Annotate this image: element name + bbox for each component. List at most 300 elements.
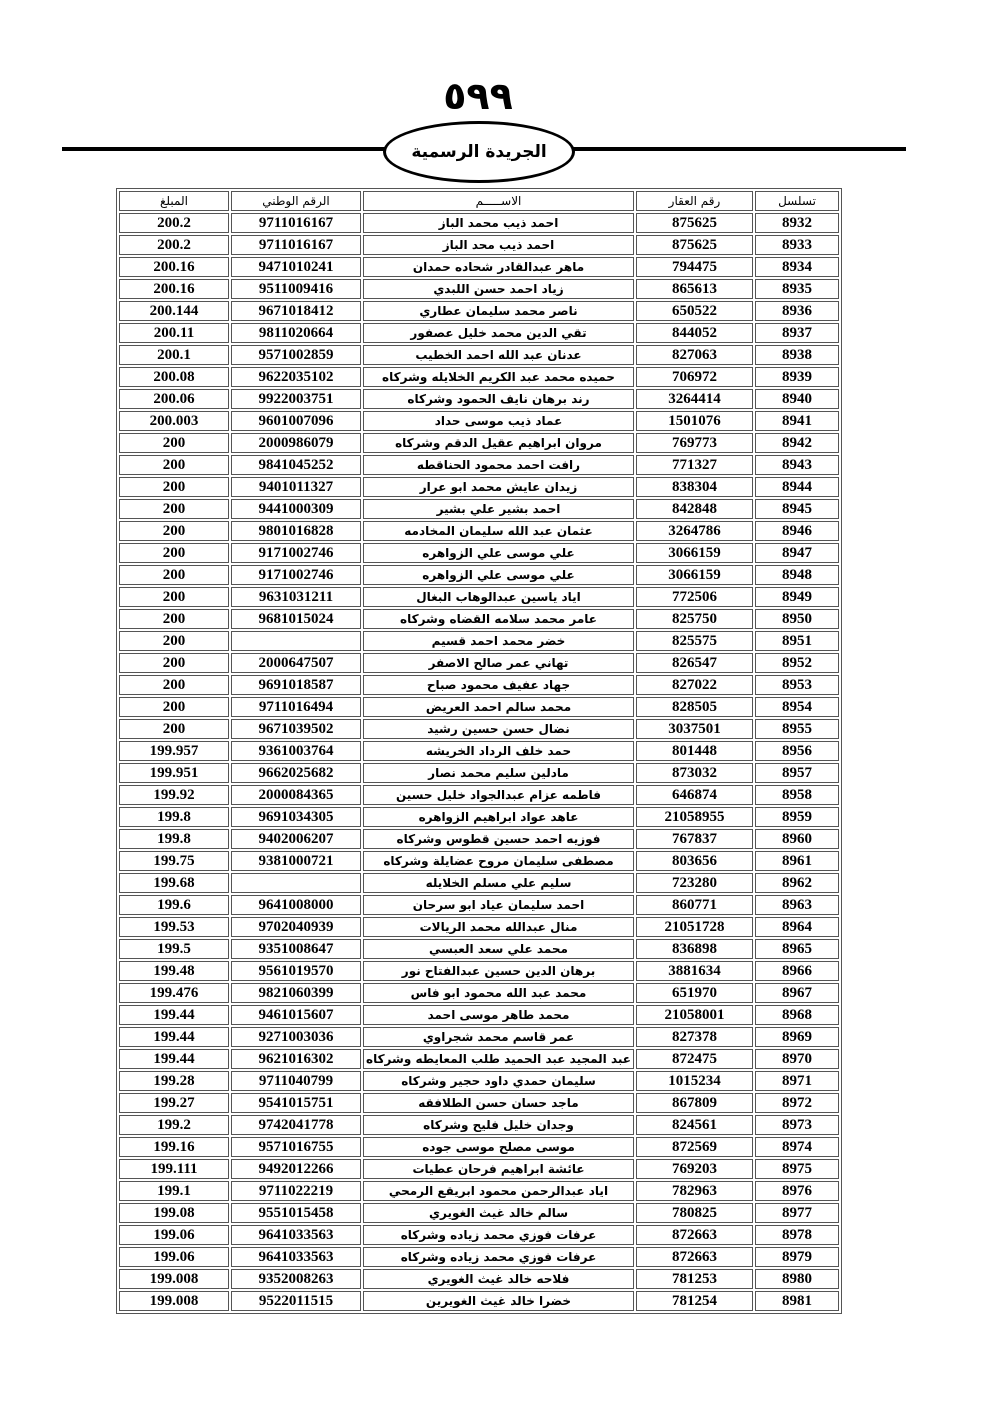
national-id-cell: 9381000721: [231, 851, 361, 871]
property-number-cell: 875625: [636, 235, 753, 255]
property-number-cell: 769773: [636, 433, 753, 453]
table-row: [119, 543, 839, 563]
property-number-cell: 3264786: [636, 521, 753, 541]
property-number-cell: 3264414: [636, 389, 753, 409]
amount-cell: 199.06: [119, 1225, 229, 1245]
name-cell: مصطفى سليمان مروح عضايلة وشركاه: [363, 851, 634, 871]
amount-cell: 199.06: [119, 1247, 229, 1267]
table-row: [119, 895, 839, 915]
amount-cell: 199.44: [119, 1005, 229, 1025]
serial-cell: 8944: [755, 477, 839, 497]
table-row: [119, 213, 839, 233]
national-id-cell: 9522011515: [231, 1291, 361, 1311]
header-property-number: رقم العقار: [636, 191, 753, 211]
amount-cell: 200.08: [119, 367, 229, 387]
amount-cell: 199.476: [119, 983, 229, 1003]
amount-cell: 200.144: [119, 301, 229, 321]
name-cell: وجدان خليل فليح وشركاه: [363, 1115, 634, 1135]
property-number-cell: 872663: [636, 1247, 753, 1267]
table-row: [119, 1291, 839, 1311]
property-number-cell: 780825: [636, 1203, 753, 1223]
property-number-cell: 706972: [636, 367, 753, 387]
national-id-cell: 9711016167: [231, 213, 361, 233]
publication-title-badge: [383, 121, 575, 183]
property-number-cell: 723280: [636, 873, 753, 893]
serial-cell: 8937: [755, 323, 839, 343]
table-header-row: [119, 191, 839, 211]
header-amount: المبلغ: [119, 191, 229, 211]
property-number-cell: 651970: [636, 983, 753, 1003]
property-number-cell: 21058955: [636, 807, 753, 827]
amount-cell: 200: [119, 719, 229, 739]
serial-cell: 8948: [755, 565, 839, 585]
table-row: [119, 873, 839, 893]
name-cell: علي موسى علي الزواهره: [363, 565, 634, 585]
name-cell: فاطمه عزام عبدالجواد خليل حسين: [363, 785, 634, 805]
name-cell: فلاحه خالد غيث الغويري: [363, 1269, 634, 1289]
national-id-cell: 9441000309: [231, 499, 361, 519]
serial-cell: 8973: [755, 1115, 839, 1135]
serial-cell: 8964: [755, 917, 839, 937]
national-id-cell: 9691018587: [231, 675, 361, 695]
name-cell: محمد طاهر موسى احمد: [363, 1005, 634, 1025]
table-row: [119, 697, 839, 717]
amount-cell: 200: [119, 653, 229, 673]
name-cell: مادلين سليم محمد نصار: [363, 763, 634, 783]
property-number-cell: 825750: [636, 609, 753, 629]
name-cell: نضال حسن حسين رشيد: [363, 719, 634, 739]
property-number-cell: 873032: [636, 763, 753, 783]
table-body: [119, 213, 839, 1311]
name-cell: عامر محمد سلامه القضاه وشركاه: [363, 609, 634, 629]
amount-cell: 199.92: [119, 785, 229, 805]
amount-cell: 199.2: [119, 1115, 229, 1135]
national-id-cell: 9622035102: [231, 367, 361, 387]
table-row: [119, 587, 839, 607]
amount-cell: 199.27: [119, 1093, 229, 1113]
name-cell: مروان ابراهيم عقيل الدقم وشركاه: [363, 433, 634, 453]
serial-cell: 8934: [755, 257, 839, 277]
name-cell: عبد المجيد عبد الحميد طلب المعايطه وشركاه: [363, 1049, 634, 1069]
header-national-id: الرقم الوطني: [231, 191, 361, 211]
name-cell: ناصر محمد سليمان عطاري: [363, 301, 634, 321]
table-row: [119, 807, 839, 827]
table-row: [119, 301, 839, 321]
national-id-cell: 2000084365: [231, 785, 361, 805]
national-id-cell: 9742041778: [231, 1115, 361, 1135]
table-row: [119, 345, 839, 365]
national-id-cell: 9641008000: [231, 895, 361, 915]
serial-cell: 8961: [755, 851, 839, 871]
table-row: [119, 521, 839, 541]
serial-cell: 8978: [755, 1225, 839, 1245]
table-row: [119, 719, 839, 739]
serial-cell: 8968: [755, 1005, 839, 1025]
amount-cell: 200: [119, 477, 229, 497]
name-cell: احمد ذيب محمد الباز: [363, 213, 634, 233]
name-cell: حميده محمد عبد الكريم الخلايله وشركاه: [363, 367, 634, 387]
amount-cell: 200: [119, 609, 229, 629]
table-row: [119, 411, 839, 431]
amount-cell: 200: [119, 565, 229, 585]
serial-cell: 8953: [755, 675, 839, 695]
property-number-cell: 781254: [636, 1291, 753, 1311]
national-id-cell: 9691034305: [231, 807, 361, 827]
national-id-cell: [231, 873, 361, 893]
serial-cell: 8939: [755, 367, 839, 387]
name-cell: عرفات فوزي محمد زياده وشركاه: [363, 1247, 634, 1267]
table-row: [119, 389, 839, 409]
table-row: [119, 1159, 839, 1179]
serial-cell: 8935: [755, 279, 839, 299]
name-cell: تقي الدين محمد خليل عصفور: [363, 323, 634, 343]
property-number-cell: 21058001: [636, 1005, 753, 1025]
serial-cell: 8960: [755, 829, 839, 849]
amount-cell: 199.5: [119, 939, 229, 959]
property-number-cell: 3881634: [636, 961, 753, 981]
property-number-cell: 867809: [636, 1093, 753, 1113]
name-cell: عثمان عبد الله سليمان المخادمه: [363, 521, 634, 541]
national-id-cell: 9662025682: [231, 763, 361, 783]
national-id-cell: 9702040939: [231, 917, 361, 937]
national-id-cell: 9492012266: [231, 1159, 361, 1179]
name-cell: زيدان عايش محمد ابو عرار: [363, 477, 634, 497]
national-id-cell: 9361003764: [231, 741, 361, 761]
property-number-cell: 827022: [636, 675, 753, 695]
name-cell: علي موسى علي الزواهره: [363, 543, 634, 563]
serial-cell: 8967: [755, 983, 839, 1003]
amount-cell: 200: [119, 521, 229, 541]
table-row: [119, 829, 839, 849]
property-number-cell: 794475: [636, 257, 753, 277]
table-row: [119, 1225, 839, 1245]
name-cell: تهاني عمر صالح الاصفر: [363, 653, 634, 673]
name-cell: ماجد حسان حسن الطلافقه: [363, 1093, 634, 1113]
serial-cell: 8966: [755, 961, 839, 981]
table-row: [119, 653, 839, 673]
table-row: [119, 609, 839, 629]
national-id-cell: 2000986079: [231, 433, 361, 453]
serial-cell: 8941: [755, 411, 839, 431]
serial-cell: 8969: [755, 1027, 839, 1047]
property-number-cell: 872475: [636, 1049, 753, 1069]
name-cell: عائشة ابراهيم فرحان عطيات: [363, 1159, 634, 1179]
table-row: [119, 257, 839, 277]
national-id-cell: 9571002859: [231, 345, 361, 365]
national-id-cell: 9571016755: [231, 1137, 361, 1157]
name-cell: فوزيه احمد حسين قطوس وشركاه: [363, 829, 634, 849]
table-row: [119, 499, 839, 519]
amount-cell: 200: [119, 587, 229, 607]
property-number-cell: 21051728: [636, 917, 753, 937]
name-cell: سالم خالد غيث الغويري: [363, 1203, 634, 1223]
amount-cell: 200.2: [119, 235, 229, 255]
table-row: [119, 1137, 839, 1157]
table-row: [119, 477, 839, 497]
table-row: [119, 675, 839, 695]
national-id-cell: 9711016167: [231, 235, 361, 255]
serial-cell: 8940: [755, 389, 839, 409]
table-row: [119, 741, 839, 761]
amount-cell: 199.44: [119, 1049, 229, 1069]
name-cell: عدنان عبد الله احمد الخطيب: [363, 345, 634, 365]
property-number-cell: 3066159: [636, 543, 753, 563]
national-id-cell: 9801016828: [231, 521, 361, 541]
property-number-cell: 3037501: [636, 719, 753, 739]
table-row: [119, 1115, 839, 1135]
name-cell: احمد بشير علي بشير: [363, 499, 634, 519]
table-row: [119, 1247, 839, 1267]
table-row: [119, 763, 839, 783]
name-cell: رند برهان نايف الحمود وشركاه: [363, 389, 634, 409]
serial-cell: 8963: [755, 895, 839, 915]
name-cell: برهان الدين حسين عبدالفتاح نور: [363, 961, 634, 981]
table-row: [119, 1181, 839, 1201]
property-number-cell: 803656: [636, 851, 753, 871]
table-row: [119, 1005, 839, 1025]
serial-cell: 8976: [755, 1181, 839, 1201]
table-row: [119, 1093, 839, 1113]
name-cell: عاهد عواد ابراهيم الزواهره: [363, 807, 634, 827]
table-row: [119, 1049, 839, 1069]
national-id-cell: 9171002746: [231, 543, 361, 563]
property-number-cell: 824561: [636, 1115, 753, 1135]
amount-cell: 199.16: [119, 1137, 229, 1157]
amount-cell: 200: [119, 631, 229, 651]
name-cell: احمد ذيب محد الباز: [363, 235, 634, 255]
name-cell: محمد عبد الله محمود ابو فاس: [363, 983, 634, 1003]
national-id-cell: 9671039502: [231, 719, 361, 739]
name-cell: ماهر عبدالقادر شحاده حمدان: [363, 257, 634, 277]
property-number-cell: 875625: [636, 213, 753, 233]
amount-cell: 200.1: [119, 345, 229, 365]
national-id-cell: 9681015024: [231, 609, 361, 629]
name-cell: عرفات فوزي محمد زياده وشركاه: [363, 1225, 634, 1245]
property-number-cell: 826547: [636, 653, 753, 673]
national-id-cell: 9511009416: [231, 279, 361, 299]
amount-cell: 200: [119, 543, 229, 563]
name-cell: محمد علي سعد العبسي: [363, 939, 634, 959]
serial-cell: 8936: [755, 301, 839, 321]
serial-cell: 8942: [755, 433, 839, 453]
property-number-cell: 836898: [636, 939, 753, 959]
table-row: [119, 1071, 839, 1091]
serial-cell: 8979: [755, 1247, 839, 1267]
national-id-cell: 9711016494: [231, 697, 361, 717]
amount-cell: 200: [119, 499, 229, 519]
property-number-cell: 828505: [636, 697, 753, 717]
national-id-cell: 9461015607: [231, 1005, 361, 1025]
name-cell: احمد سليمان عياد ابو سرحان: [363, 895, 634, 915]
serial-cell: 8950: [755, 609, 839, 629]
table-row: [119, 455, 839, 475]
name-cell: عماد ذيب موسى حداد: [363, 411, 634, 431]
table-row: [119, 323, 839, 343]
table-row: [119, 851, 839, 871]
national-id-cell: 9621016302: [231, 1049, 361, 1069]
publication-title: الجريدة الرسمية: [411, 142, 547, 162]
amount-cell: 199.28: [119, 1071, 229, 1091]
national-id-cell: 9171002746: [231, 565, 361, 585]
national-id-cell: 9711022219: [231, 1181, 361, 1201]
national-id-cell: 9352008263: [231, 1269, 361, 1289]
serial-cell: 8975: [755, 1159, 839, 1179]
name-cell: زياد احمد حسن اللبدي: [363, 279, 634, 299]
national-id-cell: 9601007096: [231, 411, 361, 431]
header-name: الاســـــم: [363, 191, 634, 211]
name-cell: حمد خلف الرداد الخريشه: [363, 741, 634, 761]
property-number-cell: 865613: [636, 279, 753, 299]
name-cell: خضرا خالد غيث الغويرين: [363, 1291, 634, 1311]
amount-cell: 200.11: [119, 323, 229, 343]
serial-cell: 8933: [755, 235, 839, 255]
serial-cell: 8954: [755, 697, 839, 717]
serial-cell: 8949: [755, 587, 839, 607]
national-id-cell: 9811020664: [231, 323, 361, 343]
table-row: [119, 785, 839, 805]
table-row: [119, 433, 839, 453]
property-number-cell: 646874: [636, 785, 753, 805]
property-number-cell: 838304: [636, 477, 753, 497]
serial-cell: 8945: [755, 499, 839, 519]
amount-cell: 199.6: [119, 895, 229, 915]
property-number-cell: 767837: [636, 829, 753, 849]
property-number-cell: 801448: [636, 741, 753, 761]
serial-cell: 8932: [755, 213, 839, 233]
property-number-cell: 844052: [636, 323, 753, 343]
name-cell: محمد سالم احمد العريض: [363, 697, 634, 717]
national-id-cell: 9821060399: [231, 983, 361, 1003]
property-number-cell: 827378: [636, 1027, 753, 1047]
name-cell: سليمان حمدي داود حجير وشركاه: [363, 1071, 634, 1091]
name-cell: موسى مصلح موسى جوده: [363, 1137, 634, 1157]
table-row: [119, 983, 839, 1003]
name-cell: منال عبدالله محمد الريالات: [363, 917, 634, 937]
serial-cell: 8946: [755, 521, 839, 541]
national-id-cell: 9541015751: [231, 1093, 361, 1113]
serial-cell: 8943: [755, 455, 839, 475]
amount-cell: 200.16: [119, 257, 229, 277]
national-id-cell: 9561019570: [231, 961, 361, 981]
serial-cell: 8947: [755, 543, 839, 563]
amount-cell: 200: [119, 455, 229, 475]
national-id-cell: 9471010241: [231, 257, 361, 277]
name-cell: عمر قاسم محمد شجراوي: [363, 1027, 634, 1047]
national-id-cell: 9641033563: [231, 1247, 361, 1267]
header-serial: تسلسل: [755, 191, 839, 211]
amount-cell: 199.008: [119, 1269, 229, 1289]
national-id-cell: 9711040799: [231, 1071, 361, 1091]
amount-cell: 199.111: [119, 1159, 229, 1179]
amount-cell: 200: [119, 433, 229, 453]
amount-cell: 199.48: [119, 961, 229, 981]
national-id-cell: 9401011327: [231, 477, 361, 497]
property-table: [116, 188, 842, 1314]
national-id-cell: 9402006207: [231, 829, 361, 849]
table-row: [119, 1269, 839, 1289]
name-cell: سليم علي مسلم الخلايله: [363, 873, 634, 893]
property-number-cell: 860771: [636, 895, 753, 915]
amount-cell: 200.2: [119, 213, 229, 233]
amount-cell: 199.8: [119, 829, 229, 849]
amount-cell: 200.003: [119, 411, 229, 431]
serial-cell: 8971: [755, 1071, 839, 1091]
table-row: [119, 939, 839, 959]
property-number-cell: 650522: [636, 301, 753, 321]
property-number-cell: 769203: [636, 1159, 753, 1179]
serial-cell: 8956: [755, 741, 839, 761]
amount-cell: 199.1: [119, 1181, 229, 1201]
serial-cell: 8959: [755, 807, 839, 827]
serial-cell: 8962: [755, 873, 839, 893]
property-number-cell: 872663: [636, 1225, 753, 1245]
property-number-cell: 825575: [636, 631, 753, 651]
serial-cell: 8957: [755, 763, 839, 783]
name-cell: اياد ياسين عبدالوهاب البغال: [363, 587, 634, 607]
amount-cell: 200.16: [119, 279, 229, 299]
serial-cell: 8965: [755, 939, 839, 959]
serial-cell: 8972: [755, 1093, 839, 1113]
amount-cell: 199.68: [119, 873, 229, 893]
amount-cell: 200: [119, 675, 229, 695]
name-cell: اياد عبدالرحمن محمود ابريقع الرمحي: [363, 1181, 634, 1201]
table-row: [119, 367, 839, 387]
table-row: [119, 917, 839, 937]
table-row: [119, 279, 839, 299]
amount-cell: 199.951: [119, 763, 229, 783]
property-number-cell: 772506: [636, 587, 753, 607]
serial-cell: 8974: [755, 1137, 839, 1157]
national-id-cell: 9671018412: [231, 301, 361, 321]
amount-cell: 200: [119, 697, 229, 717]
serial-cell: 8977: [755, 1203, 839, 1223]
national-id-cell: 9351008647: [231, 939, 361, 959]
serial-cell: 8952: [755, 653, 839, 673]
page-number: ٥٩٩: [443, 74, 513, 118]
national-id-cell: 9841045252: [231, 455, 361, 475]
amount-cell: 199.008: [119, 1291, 229, 1311]
amount-cell: 199.44: [119, 1027, 229, 1047]
national-id-cell: 2000647507: [231, 653, 361, 673]
serial-cell: 8938: [755, 345, 839, 365]
name-cell: خضر محمد احمد قسيم: [363, 631, 634, 651]
national-id-cell: 9922003751: [231, 389, 361, 409]
table-row: [119, 1203, 839, 1223]
table-row: [119, 1027, 839, 1047]
table-row: [119, 235, 839, 255]
table-row: [119, 961, 839, 981]
property-number-cell: 872569: [636, 1137, 753, 1157]
national-id-cell: 9641033563: [231, 1225, 361, 1245]
property-number-cell: 782963: [636, 1181, 753, 1201]
property-number-cell: 771327: [636, 455, 753, 475]
serial-cell: 8981: [755, 1291, 839, 1311]
property-number-cell: 827063: [636, 345, 753, 365]
property-number-cell: 3066159: [636, 565, 753, 585]
property-number-cell: 1015234: [636, 1071, 753, 1091]
table-row: [119, 631, 839, 651]
amount-cell: 200.06: [119, 389, 229, 409]
property-number-cell: 781253: [636, 1269, 753, 1289]
amount-cell: 199.53: [119, 917, 229, 937]
amount-cell: 199.75: [119, 851, 229, 871]
amount-cell: 199.957: [119, 741, 229, 761]
serial-cell: 8951: [755, 631, 839, 651]
national-id-cell: [231, 631, 361, 651]
national-id-cell: 9551015458: [231, 1203, 361, 1223]
property-number-cell: 842848: [636, 499, 753, 519]
national-id-cell: 9271003036: [231, 1027, 361, 1047]
